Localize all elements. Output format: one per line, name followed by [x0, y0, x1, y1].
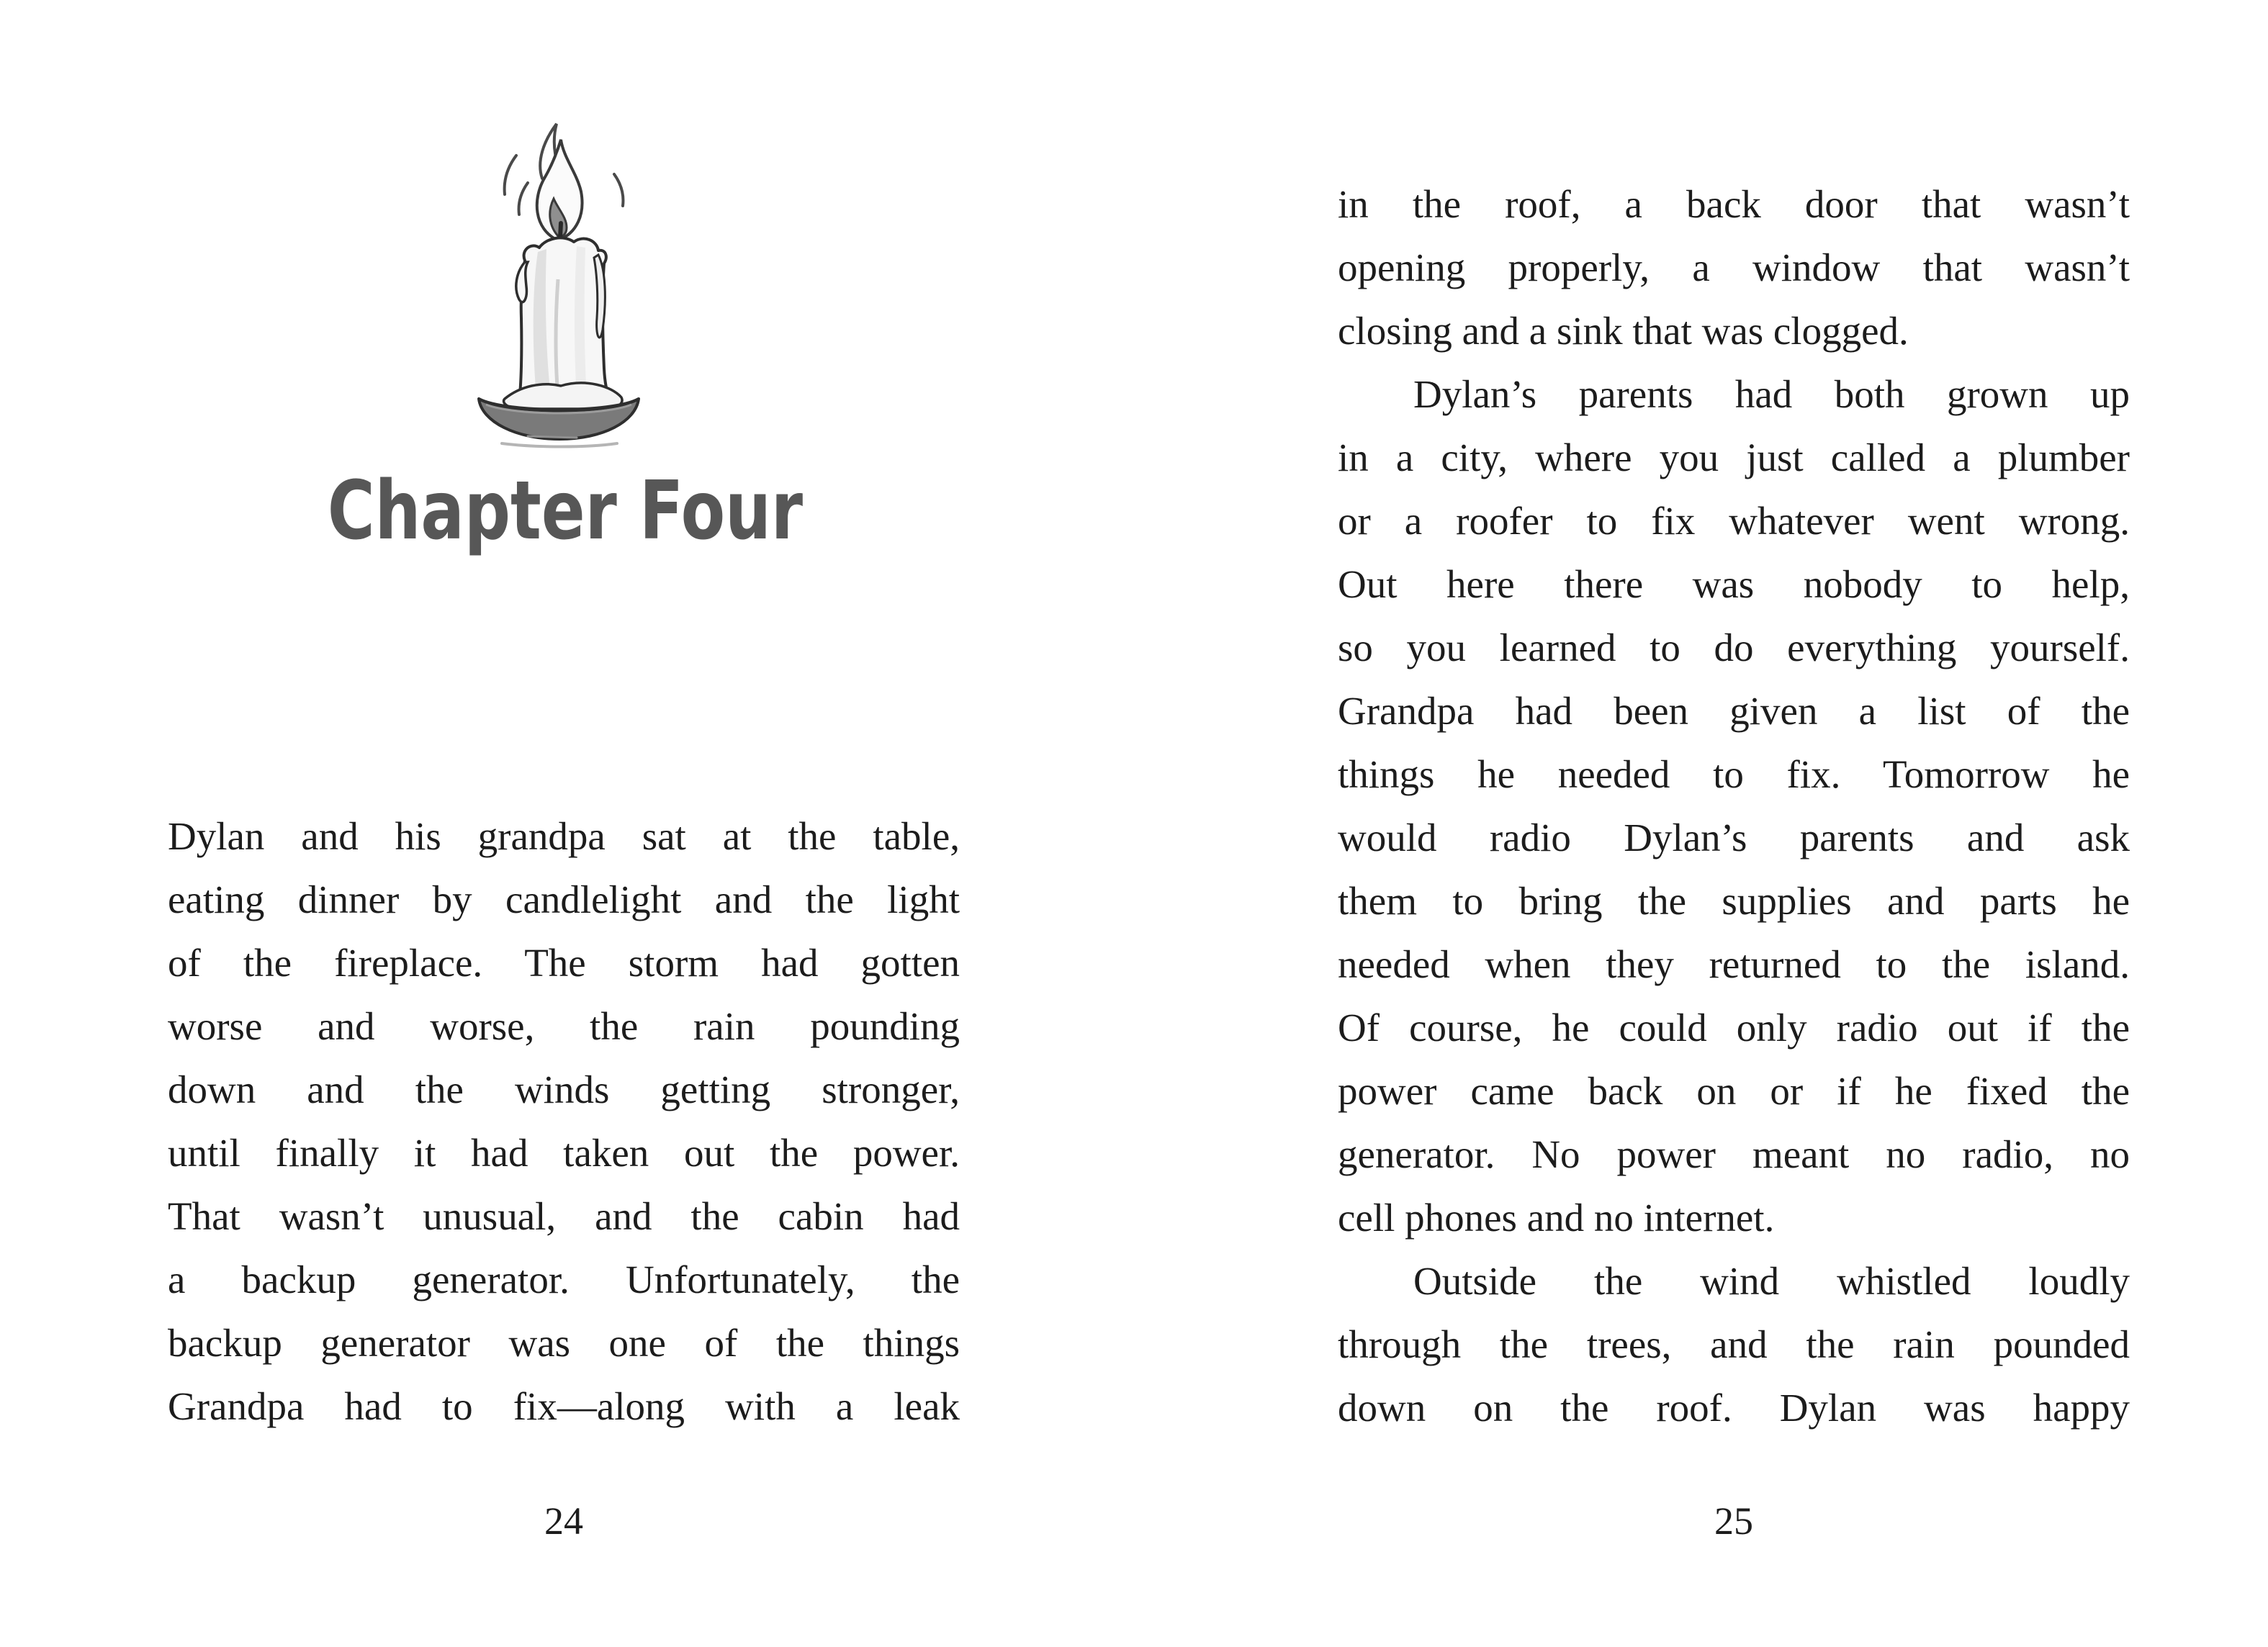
text-line: things he needed to fix. Tomorrow he	[1338, 752, 2130, 796]
text-line: Of course, he could only radio out if the	[1338, 1006, 2130, 1050]
left-page-text	[168, 805, 960, 1438]
text-line: in the roof, a back door that wasn’t	[1338, 182, 2130, 226]
text-line: needed when they returned to the island.	[1338, 942, 2130, 986]
chapter-heading: Chapter Four	[327, 464, 804, 558]
text-line: through the trees, and the rain pounded	[1338, 1322, 2130, 1366]
text-line: down and the winds getting stronger,	[168, 1068, 960, 1111]
text-line: Out here there was nobody to help,	[1338, 562, 2130, 606]
text-line: power came back on or if he fixed the	[1338, 1069, 2130, 1113]
right-page-text	[1338, 173, 2130, 1440]
text-line: worse and worse, the rain pounding	[168, 1004, 960, 1048]
text-line: until finally it had taken out the power.	[168, 1131, 960, 1175]
text-line: Outside the wind whistled loudly	[1413, 1259, 2130, 1303]
text-line: would radio Dylan’s parents and ask	[1338, 816, 2130, 859]
text-line: That wasn’t unusual, and the cabin had	[168, 1194, 960, 1238]
text-line: backup generator was one of the things	[168, 1321, 960, 1365]
page-right	[1134, 0, 2268, 1647]
text-line: of the fireplace. The storm had gotten	[168, 941, 960, 985]
text-line: opening properly, a window that wasn’t	[1338, 245, 2130, 289]
text-line: Dylan’s parents had both grown up	[1413, 372, 2130, 416]
text-line: Dylan and his grandpa sat at the table,	[168, 814, 960, 858]
text-line: Grandpa had been given a list of the	[1338, 689, 2130, 733]
text-line: closing and a sink that was clogged.	[1338, 309, 1909, 353]
text-line: so you learned to do everything yourself.	[1338, 626, 2130, 669]
text-line: or a roofer to fix whatever went wrong.	[1338, 499, 2130, 543]
text-line: Grandpa had to fix—along with a leak	[168, 1384, 960, 1428]
text-line: eating dinner by candlelight and the light	[168, 877, 960, 921]
text-line: down on the roof. Dylan was happy	[1338, 1386, 2130, 1430]
page-number-right: 25	[1714, 1499, 1753, 1543]
text-line: a backup generator. Unfortunately, the	[168, 1258, 960, 1301]
text-line: cell phones and no internet.	[1338, 1196, 1775, 1240]
text-line: them to bring the supplies and parts he	[1338, 879, 2130, 923]
page-number-left: 24	[544, 1499, 583, 1543]
candle-icon	[436, 114, 680, 448]
text-line: generator. No power meant no radio, no	[1338, 1132, 2130, 1176]
text-line: in a city, where you just called a plumber	[1338, 436, 2130, 479]
